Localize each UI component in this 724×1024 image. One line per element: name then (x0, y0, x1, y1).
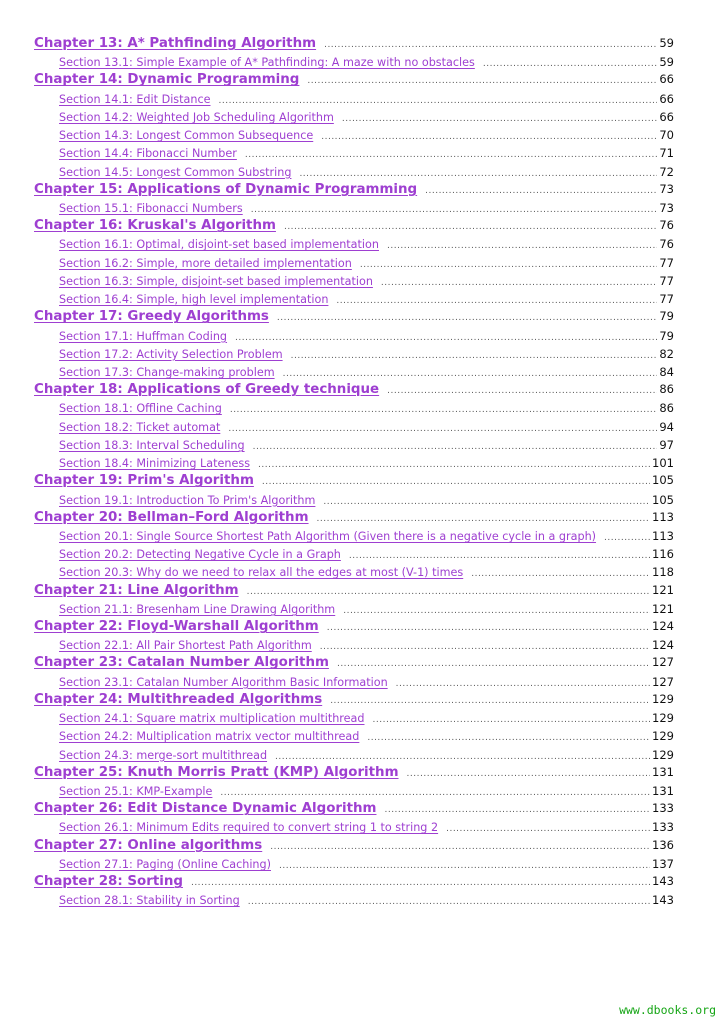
page-number: 79 (659, 328, 674, 343)
toc-section-row[interactable] (59, 565, 674, 579)
chapter-title-link[interactable]: Chapter 22: Floyd-Warshall Algorithm (34, 619, 319, 635)
dot-leader (253, 442, 658, 452)
toc-section-row[interactable] (59, 401, 674, 415)
page-number: 73 (659, 181, 674, 196)
dot-leader (342, 114, 658, 124)
dot-leader (321, 132, 657, 142)
dot-leader (251, 205, 658, 215)
chapter-title-link[interactable]: Chapter 27: Online algorithms (34, 837, 263, 853)
dot-leader (323, 497, 650, 507)
page-number: 101 (652, 456, 674, 471)
toc-chapter-row[interactable] (34, 218, 674, 233)
footer-watermark: www.dbooks.org (619, 1003, 716, 1017)
page-number: 82 (659, 346, 674, 361)
dot-leader (245, 150, 657, 160)
dot-leader (275, 752, 650, 762)
page-number: 71 (659, 146, 674, 161)
chapter-title-link[interactable]: Chapter 19: Prim's Algorithm (34, 473, 254, 489)
toc-chapter-row[interactable] (34, 510, 674, 525)
toc-section-row[interactable] (59, 347, 674, 361)
toc-chapter-row[interactable] (34, 801, 674, 816)
chapter-title-link[interactable]: Chapter 23: Catalan Number Algorithm (34, 655, 329, 671)
page-number: 76 (659, 237, 674, 252)
page-number: 66 (659, 72, 674, 87)
page-number: 127 (652, 674, 674, 689)
dot-leader (228, 424, 657, 434)
dot-leader (384, 805, 650, 815)
toc-chapter-row[interactable] (34, 583, 674, 598)
page-number: 124 (652, 619, 674, 634)
page-number: 131 (652, 784, 674, 799)
dot-leader (407, 769, 651, 779)
section-title-link[interactable]: Section 14.5: Longest Common Substring (59, 165, 292, 179)
toc-section-row[interactable] (59, 128, 674, 142)
page-number: 116 (652, 547, 674, 562)
section-title-link[interactable]: Section 20.1: Single Source Shortest Path Algorithm (Given there is a negative cycle in a graph) (59, 529, 597, 543)
page-number: 129 (652, 747, 674, 762)
toc-chapter-row[interactable] (34, 309, 674, 324)
section-title-link[interactable]: Section 16.2: Simple, more detailed implementation (59, 256, 352, 270)
section-title-link[interactable]: Section 25.1: KMP-Example (59, 785, 213, 799)
toc-section-row[interactable] (59, 529, 674, 543)
toc-section-row[interactable] (59, 456, 674, 470)
chapter-title-link[interactable]: Chapter 14: Dynamic Programming (34, 72, 300, 88)
page-number: 66 (659, 109, 674, 124)
dot-leader (387, 241, 657, 251)
toc-chapter-row[interactable] (34, 473, 674, 488)
dot-leader (360, 260, 658, 270)
chapter-title-link[interactable]: Chapter 13: A* Pathfinding Algorithm (34, 36, 317, 51)
page-number: 129 (652, 729, 674, 744)
toc-chapter-row[interactable] (34, 619, 674, 634)
toc-chapter-row[interactable] (34, 36, 674, 51)
chapter-title-link[interactable]: Chapter 25: Knuth Morris Pratt (KMP) Algorithm (34, 764, 399, 780)
page-number: 77 (659, 273, 674, 288)
dot-leader (299, 169, 657, 179)
toc-section-row[interactable] (59, 748, 674, 762)
toc-chapter-row[interactable] (34, 655, 674, 670)
page-number: 105 (652, 492, 674, 507)
chapter-title-link[interactable]: Chapter 21: Line Algorithm (34, 582, 239, 598)
section-title-link[interactable]: Section 14.2: Weighted Job Scheduling Algorithm (59, 110, 334, 124)
toc-section-row[interactable] (59, 784, 674, 798)
page-number: 84 (659, 364, 674, 379)
page-number: 124 (652, 638, 674, 653)
toc-chapter-row[interactable] (34, 382, 674, 397)
dot-leader (324, 40, 657, 50)
dot-leader (471, 569, 650, 579)
page-number: 79 (659, 309, 674, 324)
section-title-link[interactable]: Section 26.1: Minimum Edits required to convert string 1 to string 2 (59, 821, 439, 835)
dot-leader (262, 477, 650, 487)
page-number: 59 (659, 55, 674, 70)
dot-leader (349, 551, 650, 561)
dot-leader (258, 460, 650, 470)
toc-section-row[interactable] (59, 729, 674, 743)
section-title-link[interactable]: Section 20.2: Detecting Negative Cycle in a Graph (59, 548, 341, 562)
section-title-link[interactable]: Section 21.1: Bresenham Line Drawing Algorithm (59, 602, 336, 616)
section-title-link[interactable]: Section 18.2: Ticket automat (59, 420, 221, 434)
toc-chapter-row[interactable] (34, 765, 674, 780)
page-number: 72 (659, 164, 674, 179)
page-number: 94 (659, 419, 674, 434)
chapter-title-link[interactable]: Chapter 24: Multithreaded Algorithms (34, 691, 323, 707)
toc-section-row[interactable] (59, 237, 674, 251)
dot-leader (277, 313, 657, 323)
dot-leader (219, 96, 658, 106)
page-number: 70 (659, 128, 674, 143)
dot-leader (247, 587, 650, 597)
dot-leader (327, 623, 650, 633)
page-number: 77 (659, 255, 674, 270)
toc-section-row[interactable] (59, 438, 674, 452)
toc-section-row[interactable] (59, 201, 674, 215)
toc-section-row[interactable] (59, 365, 674, 379)
chapter-title-link[interactable]: Chapter 15: Applications of Dynamic Programming (34, 181, 418, 197)
section-title-link[interactable]: Section 16.3: Simple, disjoint-set based implementation (59, 274, 373, 288)
dot-leader (373, 715, 651, 725)
toc-chapter-row[interactable] (34, 692, 674, 707)
toc-chapter-row[interactable] (34, 874, 674, 889)
dot-leader (230, 405, 658, 415)
dot-leader (279, 861, 650, 871)
dot-leader (381, 278, 657, 288)
page-number: 136 (652, 837, 674, 852)
chapter-title-link[interactable]: Chapter 16: Kruskal's Algorithm (34, 218, 276, 234)
dot-leader (396, 679, 650, 689)
section-title-link[interactable]: Section 24.3: merge-sort multithread (59, 748, 268, 762)
section-title-link[interactable]: Section 28.1: Stability in Sorting (59, 894, 240, 908)
toc-section-row[interactable] (59, 420, 674, 434)
section-title-link[interactable]: Section 14.4: Fibonacci Number (59, 147, 237, 161)
dot-leader (446, 824, 650, 834)
toc-section-row[interactable] (59, 274, 674, 288)
page-number: 86 (659, 401, 674, 416)
section-title-link[interactable]: Section 23.1: Catalan Number Algorithm Basic Information (59, 675, 388, 689)
toc-section-row[interactable] (59, 329, 674, 343)
page-number: 121 (652, 582, 674, 597)
page-number: 127 (652, 655, 674, 670)
dot-leader (270, 842, 650, 852)
dot-leader (425, 186, 657, 196)
section-title-link[interactable]: Section 15.1: Fibonacci Numbers (59, 201, 243, 215)
toc-chapter-row[interactable] (34, 182, 674, 197)
dot-leader (336, 296, 657, 306)
section-title-link[interactable]: Section 13.1: Simple Example of A* Pathfinding: A maze with no obstacles (59, 56, 475, 70)
chapter-title-link[interactable]: Chapter 17: Greedy Algorithms (34, 309, 269, 325)
toc-section-row[interactable] (59, 638, 674, 652)
toc-chapter-row[interactable] (34, 72, 674, 87)
page-number: 97 (659, 437, 674, 452)
page-number: 113 (652, 509, 674, 524)
section-title-link[interactable]: Section 14.1: Edit Distance (59, 92, 211, 106)
section-title-link[interactable]: Section 18.4: Minimizing Lateness (59, 457, 251, 471)
chapter-title-link[interactable]: Chapter 20: Bellman–Ford Algorithm (34, 509, 309, 525)
chapter-title-link[interactable]: Chapter 18: Applications of Greedy technique (34, 382, 380, 398)
dot-leader (191, 878, 650, 888)
page-number: 131 (652, 764, 674, 779)
page-number: 105 (652, 473, 674, 488)
toc-section-row[interactable] (59, 893, 674, 907)
dot-leader (235, 333, 657, 343)
toc-section-row[interactable] (59, 602, 674, 616)
page-number: 59 (659, 36, 674, 50)
toc-section-row[interactable] (59, 857, 674, 871)
section-title-link[interactable]: Section 16.1: Optimal, disjoint-set based implementation (59, 238, 379, 252)
page-number: 121 (652, 601, 674, 616)
dot-leader (283, 369, 658, 379)
section-title-link[interactable]: Section 20.3: Why do we need to relax all the edges at most (V-1) times (59, 566, 464, 580)
page-number: 143 (652, 874, 674, 889)
dot-leader (337, 659, 650, 669)
dot-leader (604, 533, 650, 543)
toc-section-row[interactable] (59, 493, 674, 507)
section-title-link[interactable]: Section 27.1: Paging (Online Caching) (59, 857, 271, 871)
toc-section-row[interactable] (59, 820, 674, 834)
page-number: 133 (652, 820, 674, 835)
section-title-link[interactable]: Section 22.1: All Pair Shortest Path Algorithm (59, 639, 312, 653)
toc-chapter-row[interactable] (34, 838, 674, 853)
section-title-link[interactable]: Section 19.1: Introduction To Prim's Algorithm (59, 493, 316, 507)
dot-leader (317, 514, 651, 524)
page-number: 118 (652, 565, 674, 580)
page-number: 73 (659, 200, 674, 215)
dot-leader (343, 606, 650, 616)
toc-section-row[interactable] (59, 547, 674, 561)
section-title-link[interactable]: Section 17.3: Change-making problem (59, 365, 275, 379)
toc-section-row[interactable] (59, 110, 674, 124)
section-title-link[interactable]: Section 16.4: Simple, high level implementation (59, 293, 329, 307)
page-number: 113 (652, 528, 674, 543)
dot-leader (387, 386, 657, 396)
dot-leader (330, 696, 650, 706)
toc-section-row[interactable] (59, 165, 674, 179)
toc-section-row[interactable] (59, 256, 674, 270)
page-number: 76 (659, 218, 674, 233)
dot-leader (284, 222, 657, 232)
section-title-link[interactable]: Section 18.3: Interval Scheduling (59, 438, 245, 452)
dot-leader (220, 788, 650, 798)
section-title-link[interactable]: Section 17.2: Activity Selection Problem (59, 347, 283, 361)
chapter-title-link[interactable]: Chapter 26: Edit Distance Dynamic Algorithm (34, 801, 377, 817)
toc-section-row[interactable] (59, 711, 674, 725)
section-title-link[interactable]: Section 18.1: Offline Caching (59, 402, 222, 416)
toc-section-row[interactable] (59, 92, 674, 106)
dot-leader (367, 733, 650, 743)
page-number: 86 (659, 382, 674, 397)
toc-section-row[interactable] (59, 146, 674, 160)
dot-leader (248, 897, 650, 907)
dot-leader (307, 76, 657, 86)
page-number: 137 (652, 856, 674, 871)
section-title-link[interactable]: Section 24.2: Multiplication matrix vector multithread (59, 730, 360, 744)
page-number: 133 (652, 801, 674, 816)
page-number: 143 (652, 893, 674, 908)
page-number: 129 (652, 711, 674, 726)
dot-leader (291, 351, 658, 361)
toc-section-row[interactable] (59, 675, 674, 689)
toc-section-row[interactable] (59, 292, 674, 306)
page-number: 66 (659, 91, 674, 106)
chapter-title-link[interactable]: Chapter 28: Sorting (34, 874, 183, 890)
section-title-link[interactable]: Section 14.3: Longest Common Subsequence (59, 129, 314, 143)
page-number: 77 (659, 292, 674, 307)
dot-leader (483, 59, 658, 69)
page-number: 129 (652, 691, 674, 706)
toc-section-row[interactable] (59, 55, 674, 69)
section-title-link[interactable]: Section 17.1: Huffman Coding (59, 329, 228, 343)
dot-leader (320, 642, 650, 652)
section-title-link[interactable]: Section 24.1: Square matrix multiplication multithread (59, 712, 365, 726)
